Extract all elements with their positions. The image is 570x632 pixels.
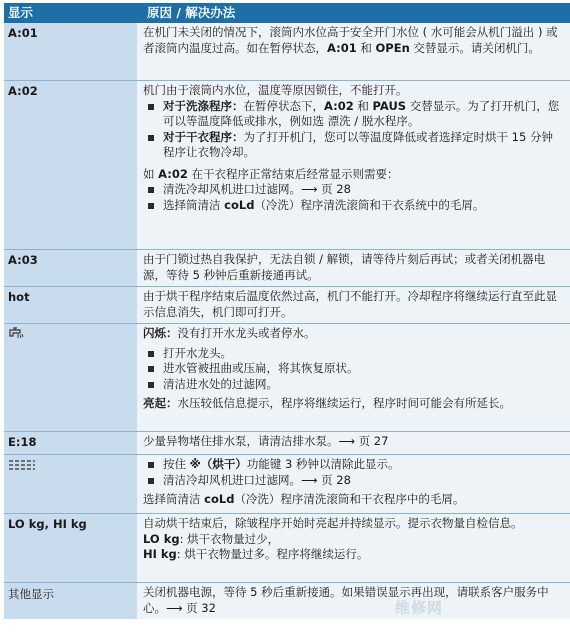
desc-other: 关闭机器电源，等待 5 秒后重新接通。如果错误显示再出现，请联系客户服务中心。⟶ 页 32 [137,583,570,619]
table-row [4,286,570,323]
table-header [4,3,570,23]
list-item: 按住 ※（烘干）功能键 3 秒钟以清除此显示。 [143,457,564,473]
list-item: 对于干衣程序：为了打开机门，您可以等温度降低或者选择定时烘干 15 分钟程序让衣物冷却。 [143,130,564,161]
watermark-text: 维修网 [395,599,444,617]
list-item: 清洗冷却风机进口过滤网。⟶ 页 28 [143,182,564,198]
desc-tap: 闪烁：没有打开水龙头或者停水。 打开水龙头。 进水管被扭曲或压扁，将其恢复原状。 清洁进水处的过滤网。 亮起：水压较低信息提示，程序将继续运行，程序时间可能会有所延长。 [137,324,570,431]
code-lohi: LO kg, HI kg [4,514,137,582]
table-row [4,80,570,249]
list-item: 打开水龙头。 [143,346,564,362]
desc-a01: 在机门未关闭的情况下，滚筒内水位高于安全开门水位 ( 水可能会从机门溢出 ) 或者滚筒内温度过高。如在暂停状态，A:01 和 OPEn 交替显示。请关闭机门。 [137,23,570,80]
code-tap [4,324,137,431]
desc-lint: 按住 ※（烘干）功能键 3 秒钟以清除此显示。 清洁冷却风机进口过滤网。⟶ 页 28 选择筒清洁 coLd（冷洗）程序清洗滚筒和干衣程序中的毛屑。 [137,455,570,513]
desc-a02: 机门由于滚筒内水位，温度等原因锁住，不能打开。 对于洗涤程序：在暂停状态下，A:02 和 PAUS 交替显示。为了打开机门，您可以等温度降低或排水，例如选 漂洗 / 脱水程序。 对于干衣程序：为了打开机门，您可以等温度降低或者选择定时烘干 15 分钟程序让衣物冷却。 如 A:02 在干衣程序正常结束后经常显示则需要： 清洗冷却风机进口过滤网。⟶ 页 28 选择筒清洁 coLd（冷洗）程序清洗滚筒和干衣系统中的毛屑。 [137,81,570,249]
table-row [4,323,570,431]
list-item: 清洁冷却风机进口过滤网。⟶ 页 28 [143,473,564,489]
code-a02: A:02 [4,81,137,249]
list-item: 进水管被扭曲或压扁，将其恢复原状。 [143,361,564,377]
code-e18: E:18 [4,432,137,454]
table-row [4,582,570,619]
table-row [4,23,570,80]
table-row [4,249,570,286]
list-item: 选择筒清洁 coLd（冷洗）程序清洗滚筒和干衣系统中的毛屑。 [143,198,564,214]
table-row [4,513,570,582]
table-row [4,454,570,513]
header-cause-solution: 原因 / 解决办法 [147,5,236,20]
header-display: 显示 [8,5,34,20]
tap-icon [8,327,26,341]
code-lint [4,455,137,513]
code-a01: A:01 [4,23,137,80]
code-a03: A:03 [4,250,137,286]
desc-lohi: 自动烘干结束后，除皱程序开始时亮起并持续显示。提示衣物量自检信息。 LO kg: 烘干衣物量过少， HI kg: 烘干衣物量过多。程序将继续运行。 [137,514,570,582]
list-item: 清洁进水处的过滤网。 [143,377,564,393]
list-item: 对于洗涤程序：在暂停状态下，A:02 和 PAUS 交替显示。为了打开机门，您可以等温度降低或排水，例如选 漂洗 / 脱水程序。 [143,99,564,130]
code-other: 其他显示 [4,583,137,619]
code-hot: hot [4,287,137,323]
lint-filter-icon [8,458,36,472]
desc-e18: 少量异物堵住排水泵，请清洁排水泵。⟶ 页 27 [137,432,570,454]
error-code-table [4,3,570,619]
desc-a03: 由于门锁过热自我保护，无法自锁 / 解锁，请等待片刻后再试；或者关闭机器电源，等待 5 秒钟后重新接通再试。 [137,250,570,286]
desc-hot: 由于烘干程序结束后温度依然过高，机门不能打开。冷却程序将继续运行直至此显示信息消失，机门即可打开。 [137,287,570,323]
table-row [4,431,570,454]
